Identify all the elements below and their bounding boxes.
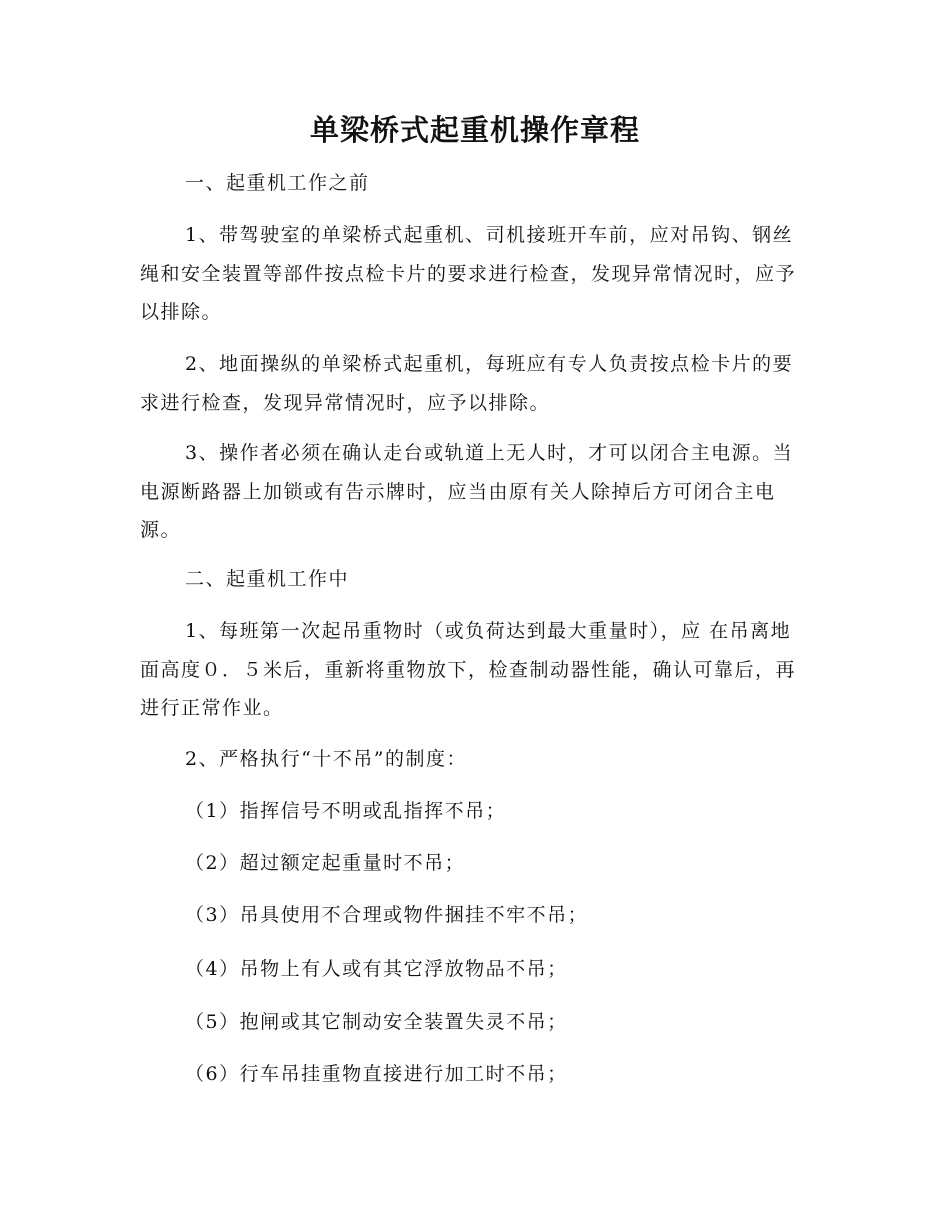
- list-item: （5）抱闸或其它制动安全装置失灵不吊；: [185, 1011, 568, 1033]
- list-item: （1）指挥信号不明或乱指挥不吊；: [185, 800, 507, 822]
- paragraph-2-1: 1、每班第一次起吊重物时（或负荷达到最大重量时），应 在吊离地面高度０．５米后，重新将重物放下，检查制动器性能，确认可靠后，再进行正常作业。: [140, 620, 797, 719]
- list-item: （6）行车吊挂重物直接进行加工时不吊；: [185, 1063, 568, 1085]
- section-heading-1: 一、起重机工作之前: [185, 172, 370, 194]
- paragraph-2-2: 2、严格执行“十不吊”的制度：: [185, 748, 468, 770]
- list-item: （4）吊物上有人或有其它浮放物品不吊；: [185, 958, 568, 980]
- paragraph-1-2: 2、地面操纵的单梁桥式起重机，每班应有专人负责按点检卡片的要求进行检查，发现异常情况时，应予以排除。: [140, 353, 794, 414]
- section-heading-2: 二、起重机工作中: [185, 568, 350, 590]
- document-title: 单梁桥式起重机操作章程: [309, 113, 640, 147]
- list-item: （2）超过额定起重量时不吊；: [185, 852, 466, 874]
- paragraph-1-3: 3、操作者必须在确认走台或轨道上无人时，才可以闭合主电源。当电源断路器上加锁或有告示牌时，应当由原有关人除掉后方可闭合主电源。: [140, 442, 794, 541]
- paragraph-1-1: 1、带驾驶室的单梁桥式起重机、司机接班开车前，应对吊钩、钢丝绳和安全装置等部件按点检卡片的要求进行检查，发现异常情况时，应予以排除。: [140, 224, 797, 323]
- list-item: （3）吊具使用不合理或物件捆挂不牢不吊；: [185, 904, 589, 926]
